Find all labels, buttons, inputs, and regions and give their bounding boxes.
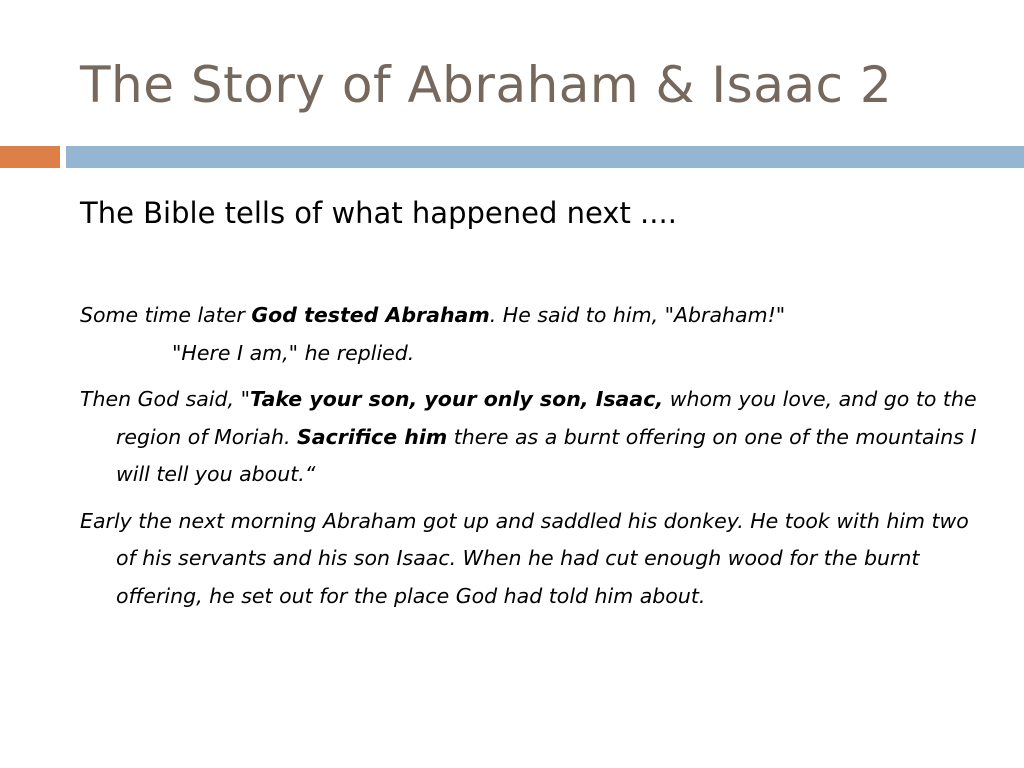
p1-text-2: . He said to him, "Abraham!" [489, 303, 786, 327]
passage-paragraph-2 [80, 381, 980, 494]
accent-bar-orange [0, 146, 60, 168]
p3-text-1: Early the next morning Abraham got up and saddled his donkey. He took with him two of his servants and his son Isaac. When he had cut enough wood for the burnt offering, he set out for the place God had told him about. [80, 508, 969, 608]
p2-text-2: whom you love, and go to the region of Moriah. [116, 387, 977, 449]
passage-paragraph-3 [80, 503, 980, 616]
passage [80, 297, 980, 615]
p1-reply: "Here I am," he replied. [172, 340, 415, 365]
intro-text: The Bible tells of what happened next .... [80, 196, 677, 230]
p2-bold-take-your-son: Take your son, your only son, Isaac, [250, 387, 664, 411]
accent-bar-blue [66, 146, 1024, 168]
slide-title: The Story of Abraham & Isaac 2 [80, 56, 893, 114]
passage-paragraph-1 [80, 297, 980, 372]
p1-bold-god-tested: God tested Abraham [251, 303, 490, 327]
p1-text-1: Some time later [80, 303, 252, 327]
p2-text-1: Then God said, " [80, 387, 251, 411]
p2-text-3: there as a burnt offering on one of the mountains I will tell you about.“ [116, 424, 977, 486]
p2-bold-sacrifice: Sacrifice him [297, 424, 448, 449]
